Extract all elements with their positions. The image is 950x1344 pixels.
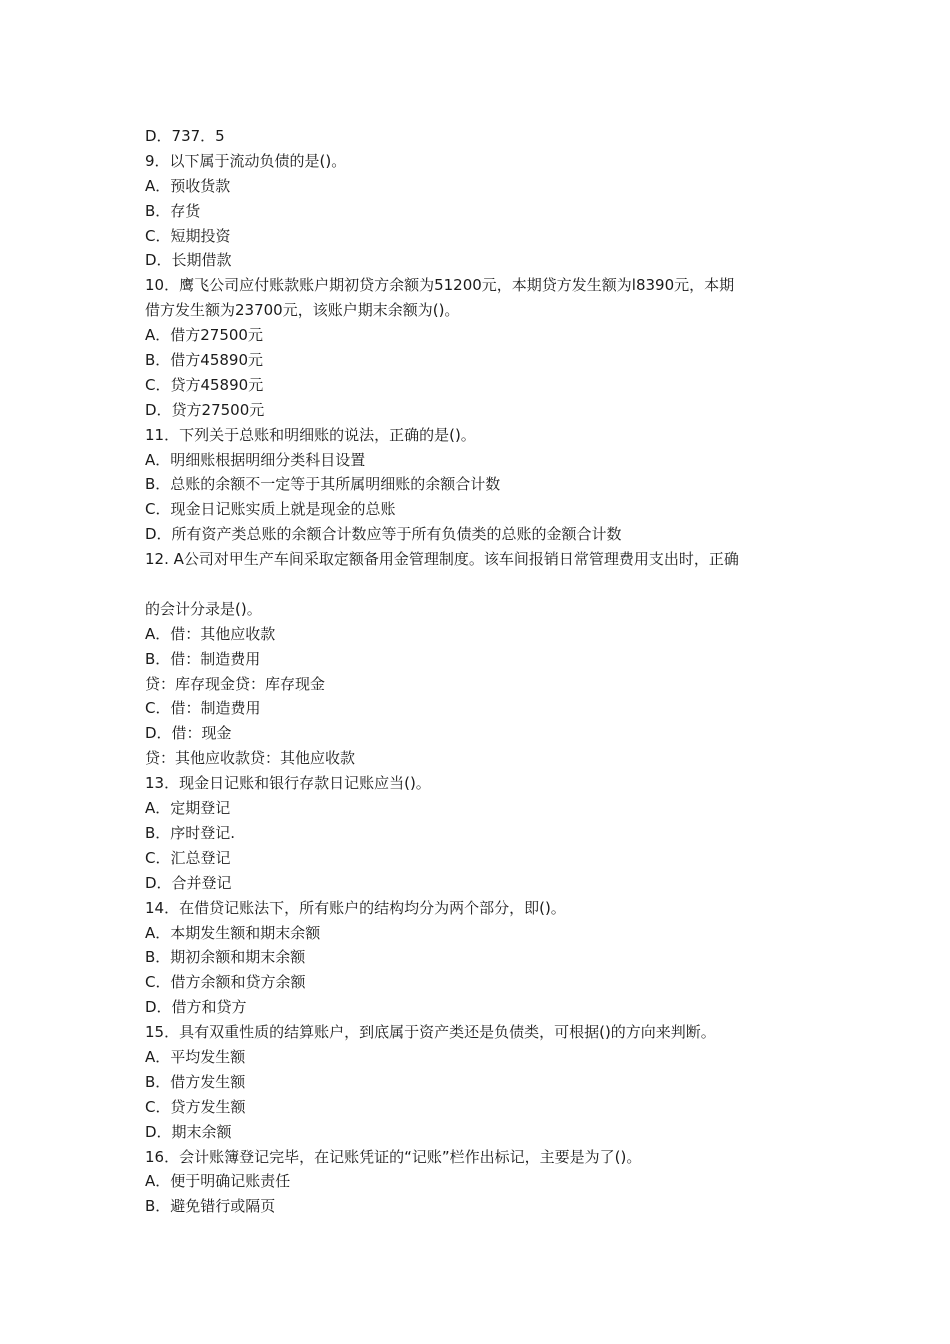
q12-option-d: D．借：现金: [145, 724, 232, 743]
q9-option-d: D．长期借款: [145, 251, 232, 270]
question-14: 14．在借贷记账法下，所有账户的结构均分为两个部分，即()。: [145, 898, 566, 917]
q12-credit-line-2: 贷：其他应收款贷：其他应收款: [145, 749, 356, 768]
q11-option-d: D．所有资产类总账的余额合计数应等于所有负债类的总账的金额合计数: [145, 525, 622, 544]
q14-option-c: C．借方余额和贷方余额: [145, 973, 306, 992]
q13-option-d: D．合并登记: [145, 873, 232, 892]
q14-option-d: D．借方和贷方: [145, 998, 247, 1017]
q16-option-b: B．避免错行或隔页: [145, 1197, 276, 1216]
q14-option-a: A．本期发生额和期末余额: [145, 923, 321, 942]
question-10-line-1: 10．鹰飞公司应付账款账户期初贷方余额为51200元，本期贷方发生额为l8390元，本期: [145, 276, 735, 295]
q10-option-b: B．借方45890元: [145, 351, 264, 370]
blank-line: [145, 572, 825, 597]
q12-option-c: C．借：制造费用: [145, 699, 261, 718]
document-page: [145, 124, 825, 1219]
q14-option-b: B．期初余额和期末余额: [145, 948, 306, 967]
q13-option-b: B．序时登记.: [145, 823, 236, 842]
question-13: 13．现金日记账和银行存款日记账应当()。: [145, 774, 431, 793]
question-12-line-1: 12. A公司对甲生产车间采取定额备用金管理制度。该车间报销日常管理费用支出时，正确: [145, 550, 739, 569]
q15-option-a: A．平均发生额: [145, 1047, 246, 1066]
q11-option-a: A．明细账根据明细分类科目设置: [145, 450, 366, 469]
q12-credit-line-1: 贷：库存现金贷：库存现金: [145, 674, 326, 693]
q15-option-b: B．借方发生额: [145, 1072, 246, 1091]
q9-option-b: B．存货: [145, 201, 201, 220]
option-d-737-5: D．737．5: [145, 127, 225, 145]
q9-option-c: C．短期投资: [145, 226, 231, 245]
q10-option-d: D．贷方27500元: [145, 400, 265, 419]
q10-option-a: A．借方27500元: [145, 326, 263, 345]
q16-option-a: A．便于明确记账责任: [145, 1172, 291, 1191]
question-11: 11．下列关于总账和明细账的说法，正确的是()。: [145, 425, 476, 444]
question-9: 9．以下属于流动负债的是()。: [145, 151, 347, 170]
q11-option-b: B．总账的余额不一定等于其所属明细账的余额合计数: [145, 475, 501, 494]
q15-option-d: D．期末余额: [145, 1122, 232, 1141]
q13-option-c: C．汇总登记: [145, 848, 231, 867]
q13-option-a: A．定期登记: [145, 799, 231, 818]
q10-option-c: C．贷方45890元: [145, 375, 264, 394]
q12-option-b: B．借：制造费用: [145, 649, 261, 668]
q12-option-a: A．借：其他应收款: [145, 624, 276, 643]
q11-option-c: C．现金日记账实质上就是现金的总账: [145, 500, 396, 519]
question-15: 15．具有双重性质的结算账户，到底属于资产类还是负债类，可根据()的方向来判断。: [145, 1023, 716, 1042]
question-12-line-2: 的会计分录是()。: [145, 599, 262, 618]
q9-option-a: A．预收货款: [145, 176, 231, 195]
question-10-line-2: 借方发生额为23700元，该账户期末余额为()。: [145, 301, 460, 320]
q15-option-c: C．贷方发生额: [145, 1097, 246, 1116]
question-16: 16．会计账簿登记完毕，在记账凭证的“记账”栏作出标记，主要是为了()。: [145, 1147, 642, 1166]
